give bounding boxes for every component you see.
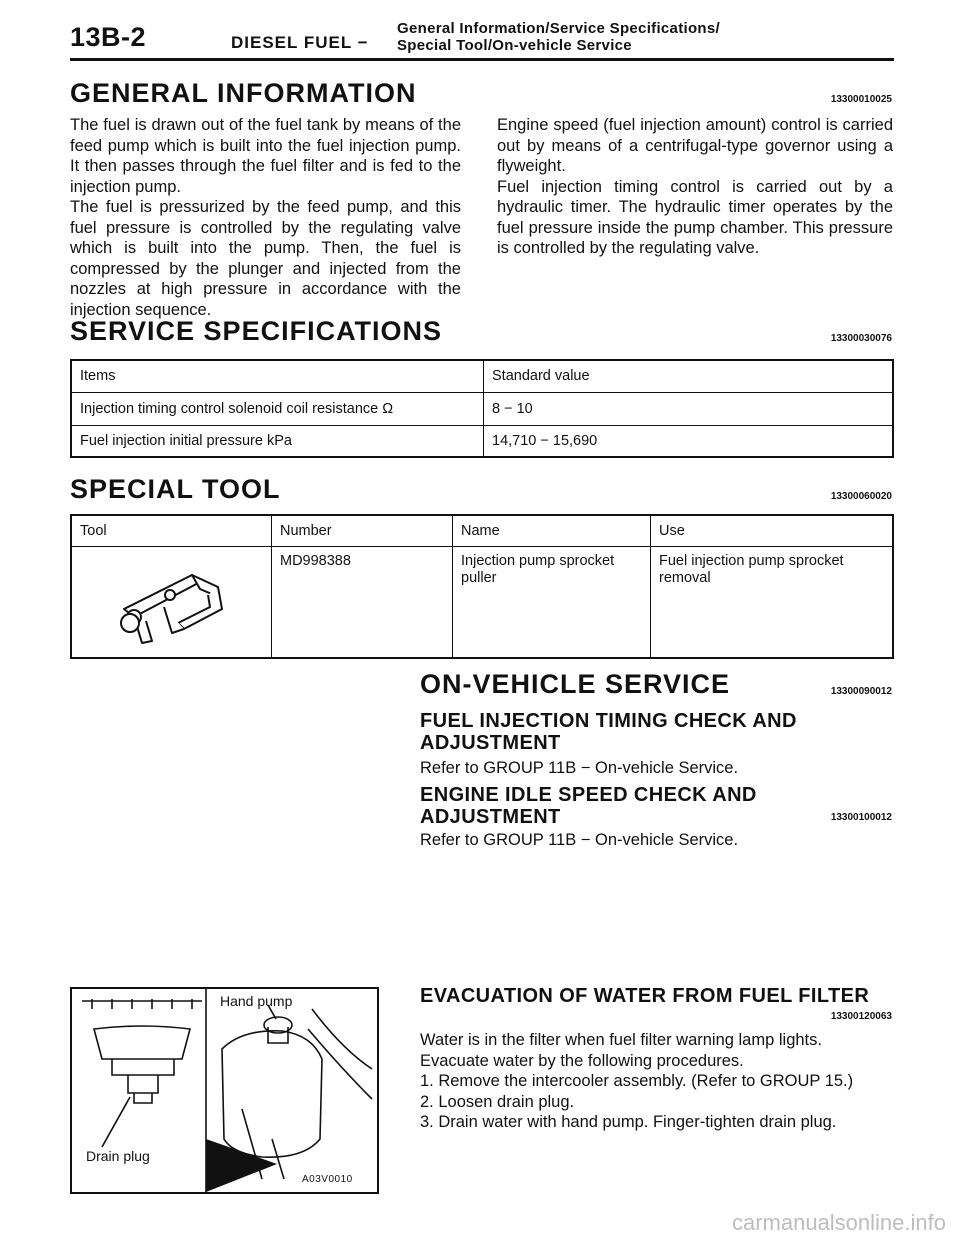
idle-speed-heading: ENGINE IDLE SPEED CHECK AND ADJUSTMENT	[420, 784, 757, 828]
evacuation-heading: EVACUATION OF WATER FROM FUEL FILTER	[420, 985, 870, 1007]
general-information-code: 13300010025	[830, 94, 892, 105]
general-information-paragraph: The fuel is drawn out of the fuel tank by means of the feed pump which is built into the fuel injection pump. It then passes through the fuel filter and is fed to the injection pump.	[70, 116, 461, 196]
table-header-cell: Standard value	[484, 360, 894, 392]
table-cell: MD998388	[272, 546, 453, 658]
general-information-paragraph: The fuel is pressurized by the feed pump, and this fuel pressure is controlled by the regulating valve which is built into the pump. Then, the fuel is compressed by the plunger and injected from the nozzles at high pressure in accordance with the injection sequence.	[70, 198, 461, 319]
on-vehicle-service-title: ON-VEHICLE SERVICE	[420, 669, 731, 699]
table-header-cell: Tool	[71, 515, 272, 546]
shadow-wedge	[206, 1139, 277, 1192]
fuel-filter-figure	[70, 987, 379, 1194]
table-header-cell: Items	[71, 360, 484, 392]
figure-code: A03V0010	[302, 1174, 353, 1185]
table-cell: Fuel injection pump sprocket removal	[651, 546, 894, 658]
general-information-left-column	[70, 115, 461, 320]
table-cell: Injection pump sprocket puller	[453, 546, 651, 658]
evacuation-instructions	[420, 1030, 895, 1133]
drain-plug-body	[128, 1075, 158, 1093]
header-topics-line2: Special Tool/On-vehicle Service	[397, 37, 632, 54]
tool-illustration-cell	[71, 546, 272, 658]
general-information-right-column	[497, 115, 893, 259]
drain-plug-tip	[134, 1093, 152, 1103]
watermark: carmanualsonline.info	[731, 1210, 946, 1235]
special-tool-table	[70, 514, 894, 659]
fuel-injection-timing-text: Refer to GROUP 11B − On-vehicle Service.	[420, 759, 739, 777]
puller-pin	[165, 590, 175, 600]
sprocket-puller-illustration	[72, 547, 271, 653]
general-information-paragraph: Fuel injection timing control is carried out by a hydraulic timer. The hydraulic timer operates by the fuel pressure inside the pump chamber. This pressure is controlled by the regulating valve.	[497, 177, 893, 257]
table-row	[71, 546, 893, 658]
filter-bowl	[94, 1026, 190, 1059]
puller-jaw-lower	[164, 607, 184, 633]
hand-pump-label: Hand pump	[220, 993, 293, 1009]
evacuation-code: 13300120063	[830, 1011, 892, 1022]
special-tool-title: SPECIAL TOOL	[70, 474, 281, 504]
service-specifications-title: SERVICE SPECIFICATIONS	[70, 316, 443, 346]
idle-speed-code: 13300100012	[830, 812, 892, 823]
general-information-title: GENERAL INFORMATION	[70, 78, 417, 108]
idle-speed-text: Refer to GROUP 11B − On-vehicle Service.	[420, 831, 739, 849]
evacuation-intro: Evacuate water by the following procedures.	[420, 1051, 744, 1070]
evacuation-step: 3. Drain water with hand pump. Finger-tighten drain plug.	[420, 1113, 837, 1131]
hand-pump-stem	[268, 1027, 288, 1043]
general-information-paragraph: Engine speed (fuel injection amount) control is carried out by means of a centrifugal-type governor using a flyweight.	[497, 116, 893, 175]
on-vehicle-service-code: 13300090012	[830, 686, 892, 697]
evacuation-step: 1. Remove the intercooler assembly. (Refer to GROUP 15.)	[420, 1072, 854, 1090]
table-header-row	[71, 515, 893, 546]
table-header-cell: Use	[651, 515, 894, 546]
header-topics-line1: General Information/Service Specifications/	[397, 20, 720, 37]
fuel-injection-timing-heading: FUEL INJECTION TIMING CHECK AND ADJUSTMENT	[420, 710, 797, 754]
special-tool-code: 13300060020	[830, 491, 892, 502]
header-section-prefix: DIESEL FUEL −	[231, 33, 369, 52]
table-cell: 14,710 − 15,690	[484, 425, 894, 457]
service-specifications-code: 13300030076	[830, 333, 892, 344]
puller-jaw	[178, 587, 222, 629]
filter-housing	[222, 1031, 322, 1157]
table-header-row	[71, 360, 893, 392]
puller-knob	[121, 614, 139, 632]
evacuation-intro: Water is in the filter when fuel filter warning lamp lights.	[420, 1031, 822, 1049]
fuel-hoses	[308, 1009, 372, 1099]
service-specifications-table	[70, 359, 894, 458]
table-cell: 8 − 10	[484, 392, 894, 425]
drain-plug-leader	[102, 1097, 130, 1147]
header-rule	[70, 58, 894, 61]
table-cell: Fuel injection initial pressure kPa	[71, 425, 484, 457]
table-row	[71, 425, 893, 457]
table-header-cell: Number	[272, 515, 453, 546]
filter-neck	[112, 1059, 174, 1075]
table-header-cell: Name	[453, 515, 651, 546]
table-cell: Injection timing control solenoid coil resistance Ω	[71, 392, 484, 425]
filter-top-ridge	[82, 999, 202, 1009]
table-row	[71, 392, 893, 425]
evacuation-step: 2. Loosen drain plug.	[420, 1092, 575, 1111]
drain-plug-label: Drain plug	[86, 1148, 150, 1164]
page-number: 13B-2	[70, 22, 147, 52]
